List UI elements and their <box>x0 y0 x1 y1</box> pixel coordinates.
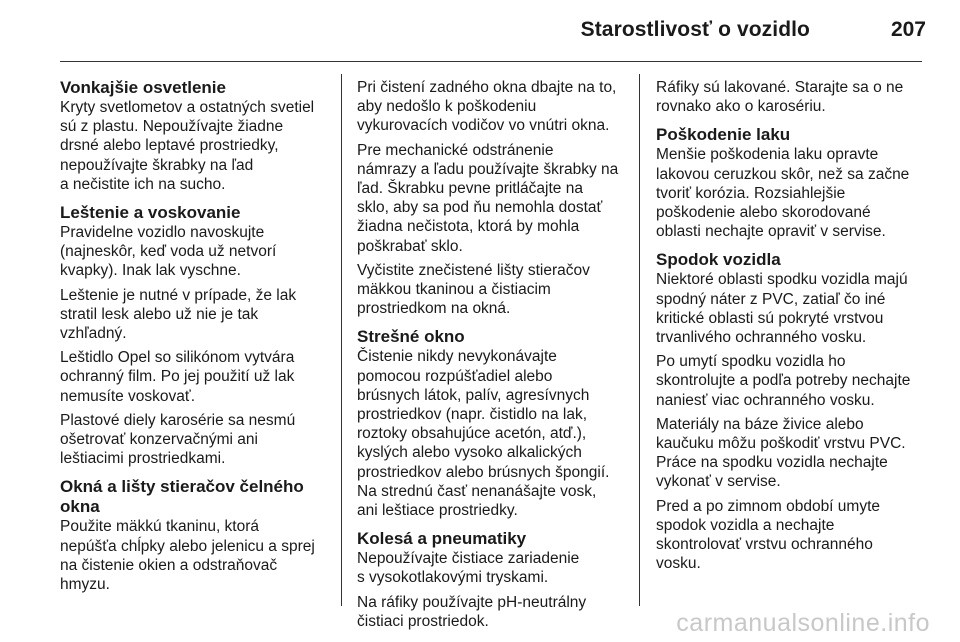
page-header-title: Starostlivosť o vozidlo <box>580 18 810 41</box>
paragraph <box>656 415 924 492</box>
column-3 <box>656 78 924 573</box>
text-line: Okná a lišty stieračov čelného <box>60 477 304 497</box>
text-line: prostriedkom na okná. <box>357 300 511 318</box>
text-line: trvanlivého ochranného vosku. <box>656 329 867 347</box>
text-line: ošetrovať konzervačnými ani <box>60 431 258 449</box>
text-line: oblasti nechajte opraviť v servise. <box>656 223 886 241</box>
paragraph <box>357 261 625 319</box>
text-line: ani leštiace prostriedky. <box>357 502 518 520</box>
text-line: Pre mechanické odstránenie <box>357 141 554 159</box>
heading-windows-wipers <box>60 477 328 517</box>
text-line: hmyzu. <box>60 576 110 594</box>
text-line: brúsnych látok, palív, agresívnych <box>357 386 590 404</box>
text-line: na čistenie okien a odstraňovač <box>60 556 278 574</box>
paragraph <box>60 348 328 406</box>
text-line: sú z plastu. Nepoužívajte žiadne <box>60 118 284 136</box>
paragraph <box>656 145 924 241</box>
paragraph <box>60 98 328 194</box>
header-divider <box>60 61 922 62</box>
paragraph <box>60 517 328 594</box>
text-line: stratil lesk alebo už nie je tak <box>60 305 259 323</box>
text-line: tvoriť korózia. Rozsiahlejšie <box>656 184 846 202</box>
text-line: poškrabať sklo. <box>357 237 463 255</box>
text-line: kvapky). Inak lak vyschne. <box>60 262 241 280</box>
text-line: Kryty svetlometov a ostatných svetiel <box>60 99 315 116</box>
text-line: nepoužívajte škrabky na ľad <box>60 156 254 174</box>
text-line: Vyčistite znečistené lišty stieračov <box>357 261 590 279</box>
column-2 <box>357 78 625 631</box>
paragraph <box>60 286 328 344</box>
text-line: pomocou rozpúšťadiel alebo <box>357 367 553 385</box>
text-line: Menšie poškodenia laku opravte <box>656 146 879 164</box>
text-line: Materiály na báze živice alebo <box>656 415 864 433</box>
text-line: Pred a po zimnom období umyte <box>656 497 881 515</box>
text-line: spodný náter z PVC, zatiaľ čo iné <box>656 290 886 308</box>
heading-polishing-waxing: Leštenie a voskovanie <box>60 203 241 223</box>
text-line: Leštidlo Opel so silikónom vytvára <box>60 349 295 367</box>
paragraph <box>357 549 625 587</box>
text-line: nemusíte voskovať. <box>60 387 196 405</box>
text-line: Pri čistení zadného okna dbajte na to, <box>357 79 617 96</box>
text-line: spodok vozidla a nechajte <box>656 516 835 534</box>
text-line: nepúšťa chĺpky alebo jelenicu a sprej <box>60 537 315 555</box>
text-line: lakovou ceruzkou skôr, než sa začne <box>656 165 910 183</box>
column-divider-1 <box>341 74 342 606</box>
heading-paint-damage: Poškodenie laku <box>656 125 791 145</box>
paragraph <box>656 497 924 574</box>
text-line: kaučuku môžu poškodiť vrstvu PVC. <box>656 435 906 453</box>
paragraph <box>656 352 924 410</box>
column-divider-2 <box>639 74 640 606</box>
text-line: Niektoré oblasti spodku vozidla majú <box>656 271 908 289</box>
text-line: Po umytí spodku vozidla ho <box>656 353 846 371</box>
text-line: vosku. <box>656 555 701 573</box>
text-line: (najneskôr, keď voda už netvorí <box>60 243 277 261</box>
paragraph <box>357 593 625 631</box>
text-line: vykonať v servise. <box>656 473 781 491</box>
text-line: Čistenie nikdy nevykonávajte <box>357 348 557 366</box>
page-number: 207 <box>890 18 926 41</box>
paragraph <box>656 78 924 116</box>
text-line: námrazy a ľadu používajte škrabky na <box>357 160 619 178</box>
paragraph <box>60 223 328 281</box>
watermark: carmanualsonline.info <box>676 609 930 637</box>
text-line: čistiaci prostriedok. <box>357 612 489 630</box>
text-line: Použite mäkkú tkaninu, ktorá <box>60 518 260 536</box>
text-line: ľad. Škrabku pevne pritláčajte na <box>357 180 583 198</box>
text-line: aby nedošlo k poškodeniu <box>357 98 537 116</box>
text-line: Na ráfiky používajte pH-neutrálny <box>357 593 587 611</box>
text-line: drsné alebo leptavé prostriedky, <box>60 137 279 155</box>
text-line: Ráfiky sú lakované. Starajte sa o ne <box>656 79 904 96</box>
text-line: sklo, aby sa pod ňu nemohla dostať <box>357 199 603 217</box>
text-line: mäkkou tkaninou a čistiacim <box>357 281 551 299</box>
text-line: leštiacimi prostriedkami. <box>60 450 226 468</box>
text-line: kyslých alebo vysoko alkalických <box>357 444 582 462</box>
text-line: Na strednú časť nenanášajte vosk, <box>357 482 597 500</box>
paragraph <box>357 347 625 520</box>
text-line: naniesť viac ochranného vosku. <box>656 391 875 409</box>
paragraph <box>656 270 924 347</box>
text-line: roztoky obsahujúce acetón, atď.), <box>357 425 587 443</box>
paragraph <box>357 78 625 136</box>
text-line: Nepoužívajte čistiace zariadenie <box>357 550 580 568</box>
text-line: Leštenie je nutné v prípade, že lak <box>60 286 297 304</box>
heading-wheels-tyres: Kolesá a pneumatiky <box>357 529 527 549</box>
heading-exterior-lights: Vonkajšie osvetlenie <box>60 78 226 97</box>
text-line: s vysokotlakovými tryskami. <box>357 569 549 587</box>
heading-sunroof: Strešné okno <box>357 327 465 347</box>
text-line: skontrolovať vrstvu ochranného <box>656 536 873 554</box>
text-line: Plastové diely karosérie sa nesmú <box>60 411 296 429</box>
text-line: Pravidelne vozidlo navoskujte <box>60 224 265 242</box>
column-1 <box>60 78 328 594</box>
text-line: ochranný film. Po jej použití už lak <box>60 368 295 386</box>
text-line: vykurovacích vodičov vo vnútri okna. <box>357 117 610 135</box>
text-line: poškodenie alebo skorodované <box>656 204 871 222</box>
text-line: žiadna nečistota, ktorá by mohla <box>357 218 580 236</box>
text-line: skontrolujte a podľa potreby nechajte <box>656 372 911 390</box>
text-line: kritické oblasti sú pokryté vrstvou <box>656 309 884 327</box>
text-line: vzhľadný. <box>60 325 127 343</box>
text-line: a nečistite ich na sucho. <box>60 175 226 193</box>
text-line: rovnako ako o karosériu. <box>656 98 826 116</box>
text-line: prostriedkov (napr. čistidlo na lak, <box>357 406 588 424</box>
text-line: okna <box>60 497 100 517</box>
paragraph <box>357 141 625 256</box>
text-line: prostriedkov alebo brúsnych špongií. <box>357 463 610 481</box>
text-line: Práce na spodku vozidla nechajte <box>656 454 888 472</box>
heading-underbody: Spodok vozidla <box>656 250 781 270</box>
paragraph <box>60 411 328 469</box>
